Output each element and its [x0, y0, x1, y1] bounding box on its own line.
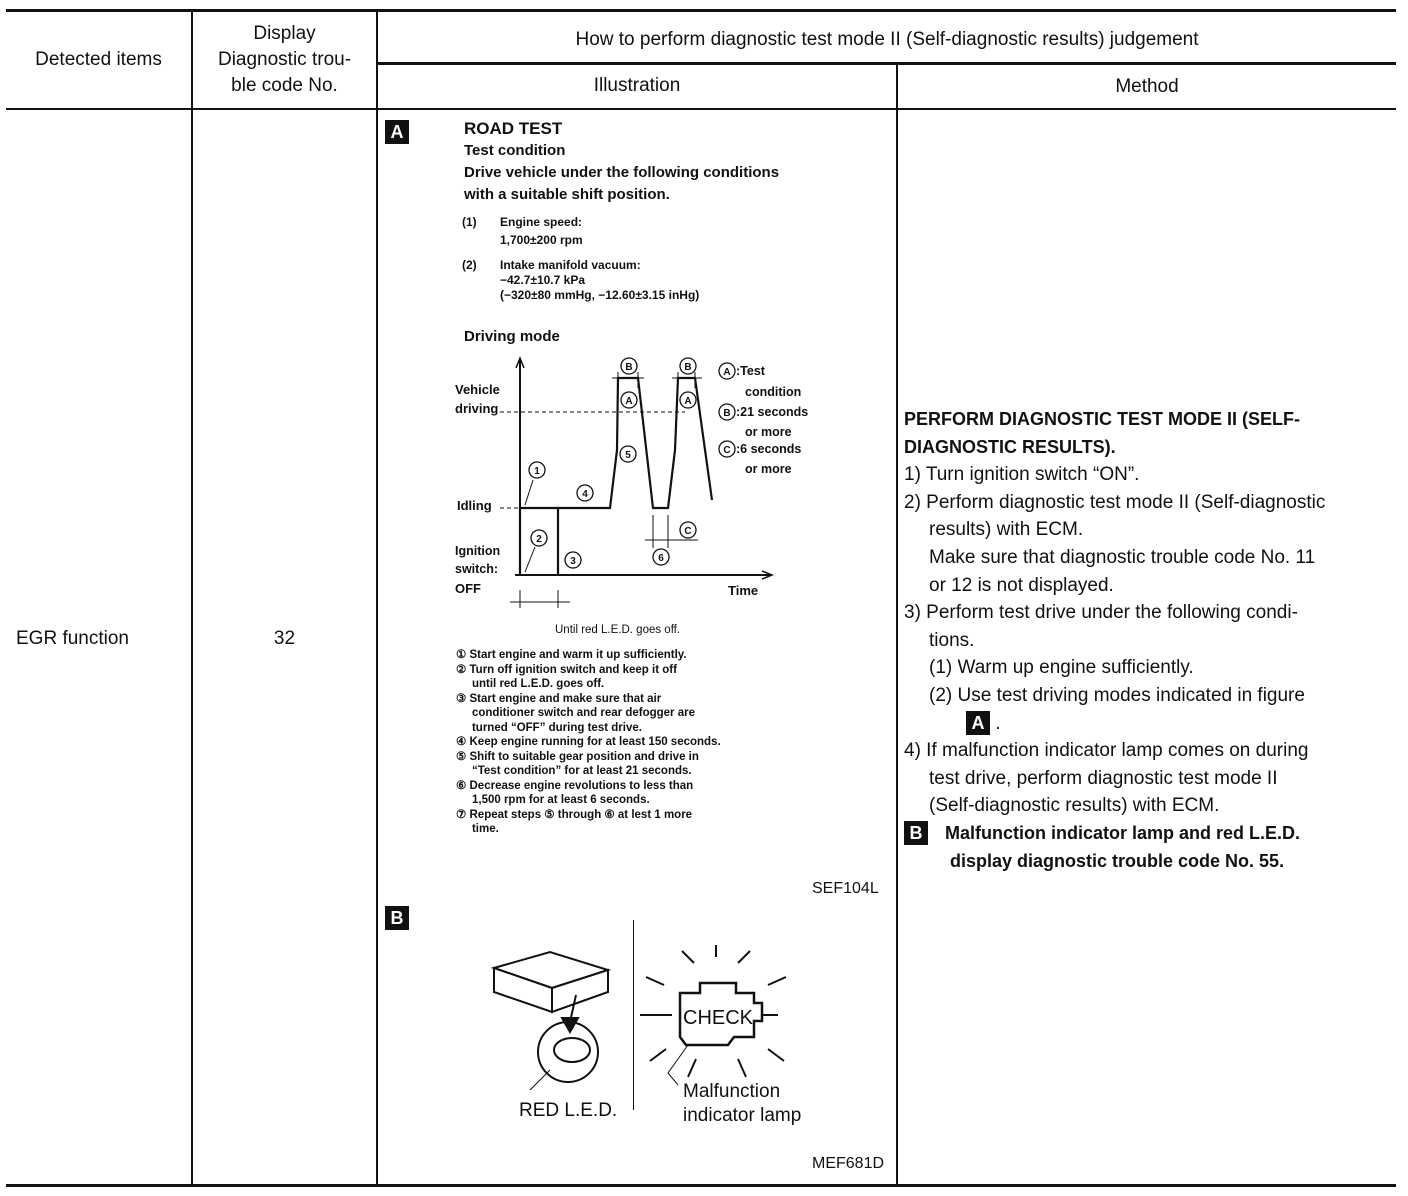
header-method: Method: [1115, 76, 1179, 97]
step-line: ④ Keep engine running for at least 150 seconds.: [456, 736, 721, 748]
header-display-code: [193, 21, 376, 99]
step-line: turned “OFF” during test drive.: [456, 721, 642, 734]
drive-line-2: with a suitable shift position.: [464, 186, 670, 203]
mil-drawing: [638, 945, 808, 1085]
chart-marker-1: 1: [534, 466, 540, 477]
chart-label-driving: driving: [455, 401, 499, 416]
method-b-box: B: [904, 821, 928, 845]
method-step-2a: 2) Perform diagnostic test mode II (Self-diagnostic: [904, 491, 1326, 513]
step-line: ② Turn off ignition switch and keep it off: [456, 663, 677, 676]
illustration-b-divider: [633, 920, 634, 1110]
driving-mode-chart: [440, 350, 840, 640]
figure-ref-mef681d: MEF681D: [812, 1155, 885, 1172]
legend-c-line-2: or more: [745, 462, 792, 476]
condition-1-value: 1,700±200 rpm: [500, 233, 583, 247]
chart-label-vehicle: Vehicle: [455, 382, 500, 397]
legend-a-line-1: :Test: [736, 364, 765, 378]
chart-label-switch: switch:: [455, 562, 499, 576]
ray-5: [768, 977, 786, 985]
driving-mode-title: Driving mode: [464, 328, 560, 345]
road-test-title: ROAD TEST: [464, 119, 563, 138]
chart-label-time: Time: [728, 583, 759, 598]
chart-marker-b1: B: [625, 362, 633, 373]
step-line: ⑦ Repeat steps ⑤ through ⑥ at lest 1 more: [456, 808, 693, 821]
condition-2-title: Intake manifold vacuum:: [500, 258, 641, 272]
drive-line-1: Drive vehicle under the following conditions: [464, 164, 780, 181]
legend-marker-b: B: [723, 408, 731, 419]
figure-ref-sef104l: SEF104L: [812, 880, 879, 897]
chart-marker-6: 6: [658, 553, 664, 564]
mil-leader: [668, 1045, 688, 1085]
table-top-rule: [6, 9, 1396, 12]
chart-marker-2-leader: [525, 547, 535, 572]
led-lens: [554, 1038, 590, 1062]
method-step-4a: 4) If malfunction indicator lamp comes on during: [904, 740, 1309, 762]
road-test-block: [464, 118, 884, 206]
method-step-2d: or 12 is not displayed.: [929, 574, 1114, 596]
chart-marker-5: 5: [625, 450, 631, 461]
method-figure-a-box: A: [966, 711, 990, 735]
condition-2-value-2: (−320±80 mmHg, −12.60±3.15 inHg): [500, 288, 700, 302]
method-step-4c: (Self-diagnostic results) with ECM.: [929, 795, 1220, 817]
legend-b-line-1: :21 seconds: [736, 405, 809, 419]
method-step-2c: Make sure that diagnostic trouble code No. 11: [929, 546, 1316, 568]
method-figure-a-dot: .: [995, 712, 1001, 734]
mil-label-line-2: indicator lamp: [683, 1105, 802, 1126]
test-condition-title: Test condition: [464, 142, 566, 159]
ray-8: [688, 1059, 696, 1077]
col-divider-2: [376, 9, 378, 1186]
ray-1: [682, 951, 694, 963]
col-divider-1: [191, 9, 193, 1186]
header-bottom-rule: [6, 108, 1396, 110]
chart-label-ignition: Ignition: [455, 544, 501, 558]
header-how-to: How to perform diagnostic test mode II (Self-diagnostic results) judgement: [575, 29, 1199, 50]
method-step-3b: tions.: [929, 629, 975, 651]
chart-label-off: OFF: [455, 581, 481, 596]
method-step-4b: test drive, perform diagnostic test mode II: [929, 767, 1278, 789]
step-line: time.: [456, 823, 499, 835]
condition-2-num: (2): [462, 258, 477, 272]
mil-check-text: CHECK: [683, 1007, 754, 1029]
step-line: ① Start engine and warm it up sufficiently.: [456, 649, 687, 661]
chart-marker-a2: A: [684, 396, 692, 407]
step-line: ③ Start engine and make sure that air: [456, 692, 662, 705]
method-step-2b: results) with ECM.: [929, 519, 1084, 541]
ray-3: [738, 951, 750, 963]
mil-label: [683, 1080, 801, 1128]
legend-marker-a: A: [723, 367, 731, 378]
chart-marker-2: 2: [536, 534, 542, 545]
header-detected-items: Detected items: [35, 49, 162, 70]
chart-marker-b2: B: [684, 362, 692, 373]
method-b-text-1: Malfunction indicator lamp and red L.E.D.: [945, 822, 1301, 843]
red-led-leader: [528, 1070, 550, 1090]
condition-1-title: Engine speed:: [500, 215, 583, 229]
condition-1: [462, 215, 882, 247]
method-step-3c: (1) Warm up engine sufficiently.: [929, 657, 1194, 679]
legend-c-line-1: :6 seconds: [736, 442, 802, 456]
header-display-line-2: Diagnostic trou-: [217, 49, 352, 70]
table-bottom-rule: [6, 1184, 1396, 1187]
step-line: ⑥ Decrease engine revolutions to less than: [456, 779, 694, 792]
legend-a-line-2: condition: [745, 385, 802, 399]
chart-marker-c: C: [684, 526, 692, 537]
header-display-line-1: Display: [253, 23, 316, 44]
condition-2-value-1: −42.7±10.7 kPa: [500, 273, 585, 287]
chart-marker-a1: A: [625, 396, 633, 407]
method-heading-1: PERFORM DIAGNOSTIC TEST MODE II (SELF-: [904, 409, 1300, 429]
chart-marker-4: 4: [582, 489, 588, 500]
step-line: conditioner switch and rear defogger are: [456, 707, 695, 719]
method-heading-2: DIAGNOSTIC RESULTS).: [904, 436, 1116, 457]
method-b-line-2: display diagnostic trouble code No. 55.: [950, 850, 1285, 871]
method-b-line-1: [904, 820, 1396, 848]
method-step-3e: [904, 710, 1396, 738]
ecm-unit-drawing: [480, 940, 630, 1090]
illustration-label-b: B: [385, 906, 409, 930]
mil-label-line-1: Malfunction: [683, 1081, 781, 1102]
step-line: ⑤ Shift to suitable gear position and drive in: [456, 750, 699, 763]
chart-marker-3: 3: [570, 556, 576, 567]
detected-item-value: EGR function: [16, 628, 129, 649]
header-illustration: Illustration: [593, 75, 681, 96]
ray-6: [650, 1049, 666, 1061]
method-step-1: 1) Turn ignition switch “ON”.: [904, 464, 1140, 486]
chart-label-until-led: Until red L.E.D. goes off.: [555, 624, 681, 636]
chart-label-idling: Idling: [457, 498, 492, 513]
red-led-label: RED L.E.D.: [519, 1100, 618, 1121]
method-step-3a: 3) Perform test drive under the following condi-: [904, 602, 1298, 624]
method-block: [904, 406, 1396, 875]
header-sub-rule: [377, 62, 1396, 65]
legend-b-line-2: or more: [745, 425, 792, 439]
chart-marker-1-leader: [525, 480, 533, 505]
condition-2: [462, 258, 882, 302]
illustration-label-a: A: [385, 120, 409, 144]
condition-1-num: (1): [462, 215, 477, 229]
method-step-3d: (2) Use test driving modes indicated in figure: [929, 684, 1305, 706]
steps-list: [456, 648, 856, 837]
header-display-line-3: ble code No.: [231, 75, 338, 96]
step-line: “Test condition” for at least 21 seconds.: [456, 765, 692, 777]
ray-4: [646, 977, 664, 985]
ray-7: [768, 1049, 784, 1061]
col-divider-3: [896, 63, 898, 1186]
legend-marker-c: C: [723, 445, 731, 456]
step-line: 1,500 rpm for at least 6 seconds.: [456, 794, 650, 806]
trouble-code-value: 32: [273, 628, 296, 649]
step-line: until red L.E.D. goes off.: [456, 678, 605, 690]
ray-9: [738, 1059, 746, 1077]
